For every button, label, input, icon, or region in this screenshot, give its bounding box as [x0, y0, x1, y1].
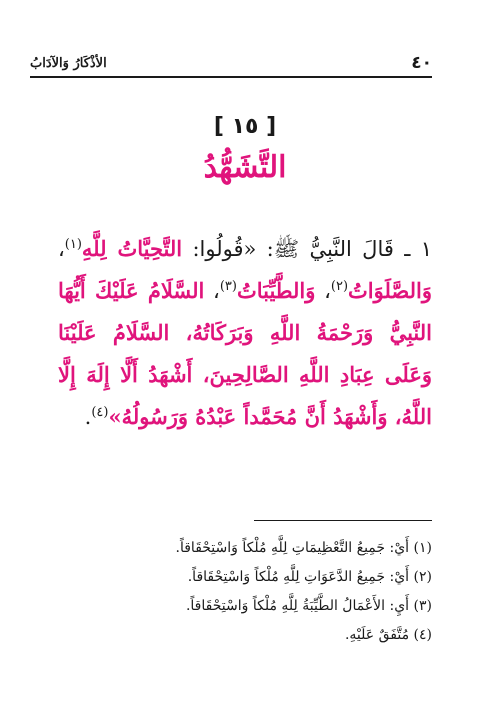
separator-2: ، — [315, 279, 331, 303]
hadith-phrase-1: التَّحِيَّاتُ لِلَّهِ — [81, 236, 183, 261]
closing-quote: » — [108, 404, 122, 429]
separator-3: ، — [204, 279, 220, 303]
footnote-mark: (١) — [413, 540, 432, 556]
hadith-intro: قَالَ النَّبِيُّ ﷺ: «قُولُوا: — [192, 237, 394, 261]
section-number: [ ١٥ ] — [213, 114, 277, 139]
hadith-number: ١ ـ — [404, 237, 432, 261]
footnote-ref-1[interactable]: (١) — [64, 237, 82, 252]
footnote-mark: (٣) — [413, 598, 432, 614]
footnote-1 — [58, 534, 432, 563]
footnote-mark: (٢) — [413, 569, 432, 585]
footnote-ref-2[interactable]: (٢) — [330, 279, 349, 294]
separator-1: ، — [58, 237, 65, 261]
footnote-ref-4[interactable]: (٤) — [91, 405, 109, 420]
footnote-mark: (٤) — [413, 627, 432, 643]
hadith-phrase-2: وَالصَّلَوَاتُ — [348, 278, 433, 303]
footnote-text: مُتَّفَقٌ عَلَيْهِ. — [344, 627, 410, 643]
hadith-phrase-4: السَّلَامُ عَلَيْكَ أَيُّهَا النَّبِيُّ وَرَحْمَةُ اللَّهِ وَبَرَكَاتُهُ، السَّلَامُ عَلَيْنَا وَعَلَى عِبَادِ اللَّهِ الصَّالِحِينَ، أَشْهَدُ أَلَّا إِلَهَ إِلَّا اللَّهُ، وَأَشْهَدُ أَنَّ مُحَمَّداً عَبْدُهُ وَرَسُولُهُ — [58, 278, 432, 429]
footnote-text: أَيْ: جَمِيعُ التَّعْظِيمَاتِ لِلَّهِ مُلْكاً وَاسْتِحْقَاقاً. — [175, 540, 410, 556]
hadith-phrase-3: وَالطَّيِّبَاتُ — [236, 278, 316, 303]
hadith-text — [58, 228, 432, 438]
footnote-text: أَيِ: الأَعْمَالُ الطَّيِّبَةُ لِلَّهِ مُلْكاً وَاسْتِحْقَاقاً. — [185, 598, 410, 614]
running-header — [30, 52, 432, 74]
footnote-2 — [58, 563, 432, 592]
footnote-ref-3[interactable]: (٣) — [219, 279, 237, 294]
footnotes — [58, 534, 432, 650]
header-rule — [30, 76, 432, 78]
footnote-4 — [58, 621, 432, 650]
footnote-3 — [58, 592, 432, 621]
footnote-text: أَيْ: جَمِيعُ الدَّعَوَاتِ لِلَّهِ مُلْكاً وَاسْتِحْقَاقاً. — [187, 569, 410, 585]
book-title: الأذْكَارُ وَالآدَابُ — [30, 55, 107, 71]
footnote-rule — [254, 520, 432, 521]
page-number: ٤٠ — [411, 53, 432, 73]
closing-period: . — [84, 405, 92, 429]
section-title: التَّشَهُّدُ — [203, 150, 287, 185]
